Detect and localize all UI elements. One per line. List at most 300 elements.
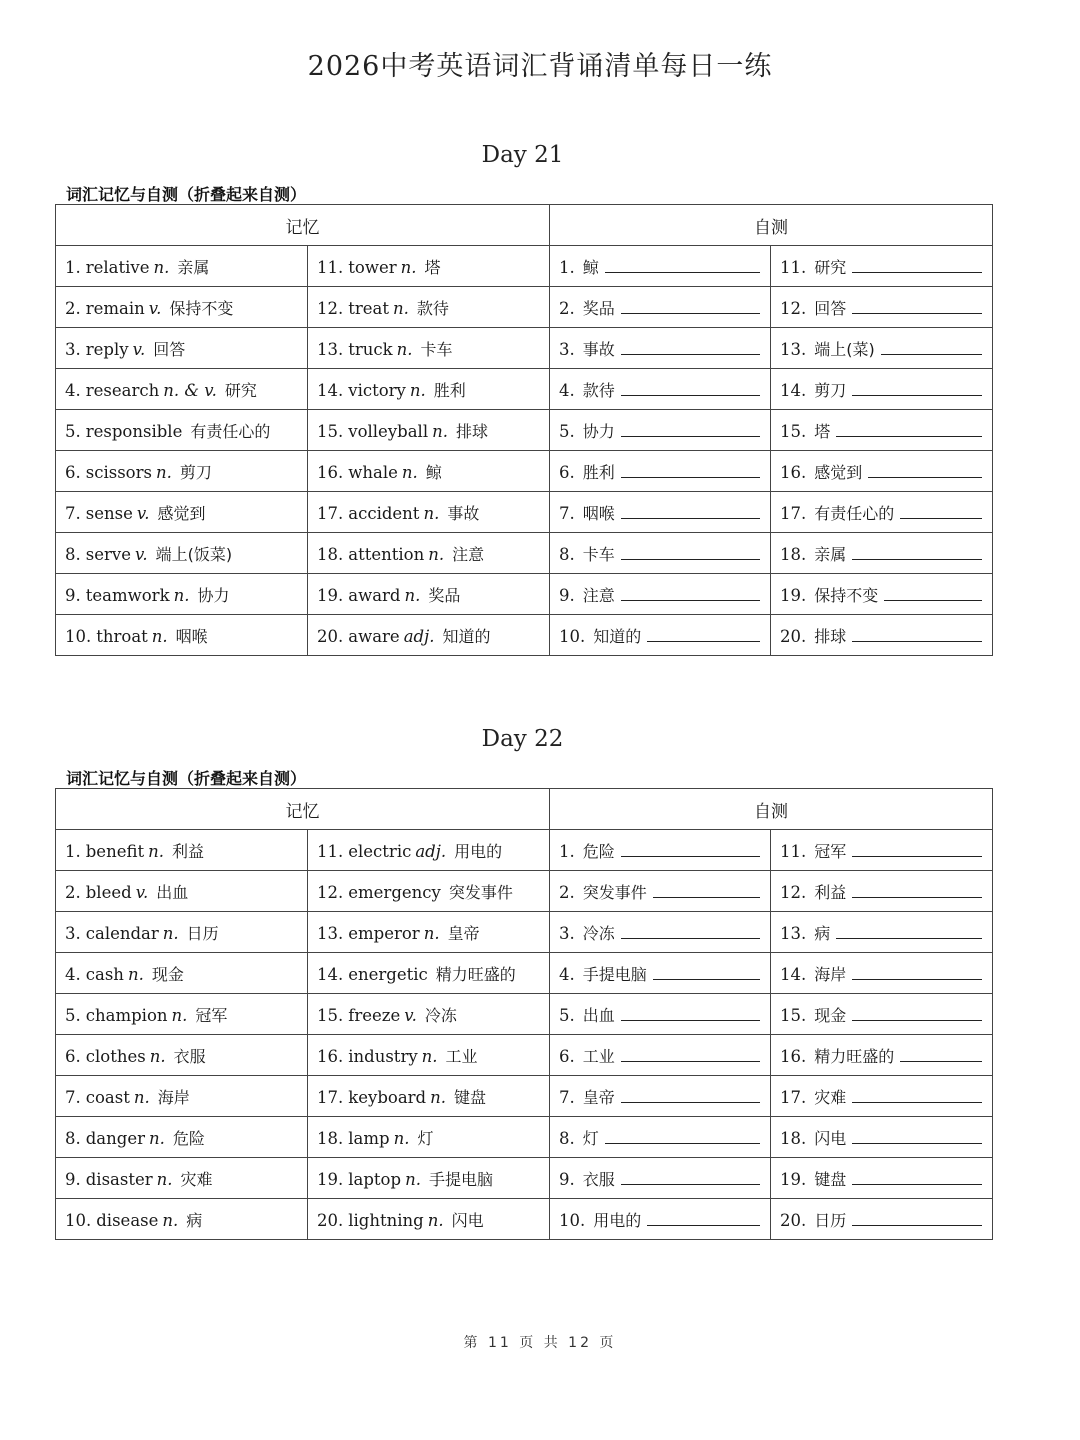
entry-number: 2. [65,298,81,318]
english-word: relative [85,257,150,277]
test-prompt: 键盘 [814,1169,847,1189]
test-cell [550,994,771,1035]
entry-number: 11. [317,841,344,861]
test-cell [550,410,771,451]
entry-number: 12. [317,298,344,318]
memory-cell [56,1158,308,1199]
test-cell [771,830,993,871]
part-of-speech: n. [400,257,417,277]
test-prompt: 利益 [814,882,847,902]
entry-number: 13. [780,339,807,359]
test-cell [771,246,993,287]
answer-blank[interactable] [621,298,760,314]
test-prompt: 海岸 [814,964,847,984]
memory-cell [308,574,550,615]
test-prompt: 危险 [582,841,615,861]
answer-blank[interactable] [852,1087,982,1103]
part-of-speech: n. [405,1169,421,1189]
entry-number: 18. [317,544,344,564]
chinese-meaning: 出血 [156,882,189,902]
memory-cell [308,369,550,410]
answer-blank[interactable] [852,1005,982,1021]
english-word: disease [96,1210,159,1230]
entry-number: 20. [317,626,344,646]
test-cell [550,246,771,287]
entry-number: 17. [780,1087,807,1107]
entry-number: 8. [65,1128,81,1148]
part-of-speech: v. [134,544,148,564]
chinese-meaning: 日历 [186,923,219,943]
english-word: coast [85,1087,130,1107]
test-prompt: 用电的 [593,1210,642,1230]
entry-number: 1. [559,257,575,277]
entry-number: 13. [317,923,344,943]
entry-number: 1. [65,257,81,277]
chinese-meaning: 回答 [153,339,186,359]
entry-number: 1. [559,841,575,861]
test-prompt: 突发事件 [582,882,647,902]
entry-number: 19. [780,585,807,605]
entry-number: 5. [559,421,575,441]
answer-blank[interactable] [852,298,982,314]
english-word: energetic [348,964,428,984]
memory-cell [56,492,308,533]
english-word: bleed [85,882,132,902]
answer-blank[interactable] [621,380,760,396]
test-cell [550,1199,771,1240]
answer-blank[interactable] [621,339,760,355]
answer-blank[interactable] [605,1128,760,1144]
test-cell [771,1158,993,1199]
test-prompt: 奖品 [582,298,615,318]
test-cell [550,287,771,328]
answer-blank[interactable] [621,1005,760,1021]
answer-blank[interactable] [647,1210,760,1226]
table-row [56,533,993,574]
memory-cell [56,615,308,656]
chinese-meaning: 灾难 [180,1169,213,1189]
part-of-speech: n. [148,841,164,861]
answer-blank[interactable] [621,421,760,437]
memory-cell [56,912,308,953]
answer-blank[interactable] [852,626,982,642]
test-prompt: 事故 [582,339,615,359]
english-word: throat [96,626,148,646]
test-prompt: 保持不变 [814,585,879,605]
entry-number: 4. [559,380,575,400]
part-of-speech: n. [149,1046,166,1066]
entry-number: 13. [780,923,807,943]
part-of-speech: n. [171,1005,188,1025]
part-of-speech: adj. [415,841,447,861]
test-prompt: 排球 [814,626,847,646]
memory-cell [308,1158,550,1199]
test-cell [771,1199,993,1240]
answer-blank[interactable] [884,585,982,601]
test-cell [771,1117,993,1158]
test-prompt: 回答 [814,298,847,318]
english-word: sense [85,503,133,523]
entry-number: 4. [559,964,575,984]
memory-cell [56,246,308,287]
entry-number: 19. [317,1169,344,1189]
table-row [56,369,993,410]
part-of-speech: v. [148,298,162,318]
memory-cell [308,1035,550,1076]
entry-number: 14. [317,964,344,984]
part-of-speech: n. [396,339,413,359]
chinese-meaning: 剪刀 [179,462,212,482]
entry-number: 20. [317,1210,344,1230]
entry-number: 16. [317,1046,344,1066]
table-row [56,830,993,871]
chinese-meaning: 手提电脑 [428,1169,493,1189]
entry-number: 12. [780,298,807,318]
answer-blank[interactable] [653,882,760,898]
answer-blank[interactable] [621,1087,760,1103]
answer-blank[interactable] [852,1128,982,1144]
table-row [56,451,993,492]
test-prompt: 研究 [814,257,847,277]
entry-number: 11. [317,257,344,277]
part-of-speech: adj. [403,626,435,646]
answer-blank[interactable] [621,1169,760,1185]
english-word: volleyball [348,421,429,441]
entry-number: 10. [559,626,586,646]
test-prompt: 鲸 [582,257,599,277]
table-row [56,1199,993,1240]
answer-blank[interactable] [900,1046,982,1062]
section-subheading: 词汇记忆与自测（折叠起来自测） [66,769,307,788]
chinese-meaning: 键盘 [454,1087,487,1107]
chinese-meaning: 端上(饭菜) [155,544,233,564]
memory-header: 记忆 [56,789,550,830]
test-prompt: 灯 [582,1128,599,1148]
chinese-meaning: 亲属 [177,257,210,277]
table-row [56,492,993,533]
page-footer: 第 11 页 共 12 页 [463,1335,617,1351]
answer-blank[interactable] [653,964,760,980]
memory-cell [308,533,550,574]
part-of-speech: v. [404,1005,417,1025]
table-row [56,994,993,1035]
chinese-meaning: 用电的 [454,841,503,861]
answer-blank[interactable] [621,841,760,857]
entry-number: 8. [65,544,81,564]
test-prompt: 工业 [582,1046,615,1066]
answer-blank[interactable] [868,462,982,478]
answer-blank[interactable] [852,841,982,857]
chinese-meaning: 排球 [455,421,488,441]
answer-blank[interactable] [621,1046,760,1062]
test-cell [771,574,993,615]
entry-number: 5. [65,421,81,441]
part-of-speech: n. [423,923,440,943]
memory-cell [56,287,308,328]
day-heading: Day 21 [481,142,564,168]
english-word: award [348,585,401,605]
part-of-speech: n. [127,964,144,984]
test-cell [771,912,993,953]
test-cell [550,492,771,533]
table-row [56,615,993,656]
entry-number: 17. [317,1087,344,1107]
answer-blank[interactable] [621,462,760,478]
entry-number: 11. [780,841,807,861]
english-word: freeze [348,1005,401,1025]
answer-blank[interactable] [621,585,760,601]
part-of-speech: n. [133,1087,150,1107]
chinese-meaning: 冠军 [195,1005,228,1025]
test-cell [550,574,771,615]
entry-number: 20. [780,626,807,646]
answer-blank[interactable] [621,544,760,560]
answer-blank[interactable] [621,923,760,939]
document-title: 2026中考英语词汇背诵清单每日一练 [307,51,773,82]
test-prompt: 感觉到 [814,462,863,482]
memory-cell [56,830,308,871]
entry-number: 15. [780,421,807,441]
day-section [55,726,992,1240]
test-cell [550,451,771,492]
test-prompt: 出血 [582,1005,615,1025]
memory-cell [56,410,308,451]
memory-cell [56,953,308,994]
answer-blank[interactable] [852,1169,982,1185]
english-word: industry [348,1046,418,1066]
entry-number: 3. [559,923,575,943]
entry-number: 15. [317,421,344,441]
memory-cell [56,871,308,912]
part-of-speech: n. [430,1087,446,1107]
entry-number: 9. [65,1169,81,1189]
memory-cell [56,1035,308,1076]
chinese-meaning: 现金 [151,964,184,984]
entry-number: 7. [559,1087,575,1107]
memory-cell [308,953,550,994]
english-word: tower [348,257,397,277]
english-word: disaster [85,1169,153,1189]
test-cell [550,1076,771,1117]
chinese-meaning: 注意 [452,544,485,564]
memory-header: 记忆 [56,205,550,246]
answer-blank[interactable] [852,544,982,560]
test-cell [550,1035,771,1076]
entry-number: 6. [559,1046,575,1066]
part-of-speech: n. & v. [163,380,217,400]
test-cell [771,492,993,533]
entry-number: 18. [780,544,807,564]
table-row [56,1117,993,1158]
test-prompt: 冷冻 [582,923,615,943]
entry-number: 3. [65,339,81,359]
memory-cell [56,1076,308,1117]
test-cell [550,830,771,871]
day-heading: Day 22 [481,726,564,752]
test-prompt: 精力旺盛的 [814,1046,895,1066]
answer-blank[interactable] [836,923,982,939]
english-word: serve [85,544,131,564]
answer-blank[interactable] [647,626,760,642]
chinese-meaning: 海岸 [157,1087,190,1107]
memory-cell [308,615,550,656]
entry-number: 7. [65,1087,81,1107]
entry-number: 8. [559,1128,575,1148]
chinese-meaning: 病 [186,1210,203,1230]
english-word: research [85,380,160,400]
answer-blank[interactable] [852,380,982,396]
memory-cell [308,830,550,871]
test-cell [550,369,771,410]
test-prompt: 亲属 [814,544,847,564]
test-prompt: 有责任心的 [814,503,895,523]
part-of-speech: v. [135,882,149,902]
entry-number: 12. [780,882,807,902]
english-word: laptop [348,1169,402,1189]
part-of-speech: v. [132,339,146,359]
english-word: attention [348,544,425,564]
english-word: emergency [348,882,441,902]
english-word: treat [348,298,390,318]
answer-blank[interactable] [852,964,982,980]
answer-blank[interactable] [881,339,982,355]
test-cell [771,1076,993,1117]
english-word: benefit [85,841,145,861]
entry-number: 19. [317,585,344,605]
test-cell [550,328,771,369]
entry-number: 20. [780,1210,807,1230]
test-prompt: 协力 [582,421,615,441]
test-prompt: 皇帝 [582,1087,615,1107]
english-word: keyboard [348,1087,427,1107]
chinese-meaning: 利益 [171,841,204,861]
entry-number: 3. [559,339,575,359]
chinese-meaning: 研究 [224,380,257,400]
entry-number: 1. [65,841,81,861]
chinese-meaning: 感觉到 [157,503,206,523]
part-of-speech: n. [155,462,172,482]
entry-number: 17. [780,503,807,523]
memory-cell [308,1076,550,1117]
part-of-speech: n. [432,421,448,441]
entry-number: 12. [317,882,344,902]
part-of-speech: n. [162,923,179,943]
test-prompt: 日历 [814,1210,847,1230]
vocab-table [55,788,993,1240]
test-header: 自测 [550,789,993,830]
part-of-speech: n. [162,1210,179,1230]
entry-number: 7. [65,503,81,523]
english-word: cash [85,964,124,984]
chinese-meaning: 灯 [417,1128,434,1148]
memory-cell [308,1199,550,1240]
test-prompt: 冠军 [814,841,847,861]
memory-cell [308,912,550,953]
test-cell [550,871,771,912]
entry-number: 7. [559,503,575,523]
test-prompt: 病 [814,923,831,943]
chinese-meaning: 塔 [424,257,441,277]
test-cell [550,615,771,656]
part-of-speech: n. [427,1210,444,1230]
memory-cell [308,287,550,328]
entry-number: 5. [65,1005,81,1025]
entry-number: 4. [65,380,81,400]
memory-cell [56,533,308,574]
memory-cell [308,1117,550,1158]
english-word: champion [85,1005,168,1025]
english-word: teamwork [85,585,170,605]
test-cell [771,287,993,328]
chinese-meaning: 保持不变 [169,298,234,318]
test-cell [771,994,993,1035]
chinese-meaning: 精力旺盛的 [435,964,516,984]
part-of-speech: n. [393,1128,410,1148]
answer-blank[interactable] [621,503,760,519]
test-prompt: 卡车 [582,544,615,564]
test-prompt: 胜利 [582,462,615,482]
memory-cell [56,1117,308,1158]
english-word: clothes [85,1046,146,1066]
answer-blank[interactable] [900,503,982,519]
test-cell [771,871,993,912]
part-of-speech: n. [409,380,426,400]
answer-blank[interactable] [852,1210,982,1226]
test-prompt: 知道的 [593,626,642,646]
test-prompt: 闪电 [814,1128,847,1148]
answer-blank[interactable] [852,257,982,273]
part-of-speech: n. [156,1169,173,1189]
part-of-speech: n. [153,257,170,277]
test-prompt: 衣服 [582,1169,615,1189]
english-word: scissors [85,462,152,482]
entry-number: 4. [65,964,81,984]
chinese-meaning: 胜利 [433,380,466,400]
english-word: lightning [348,1210,424,1230]
test-cell [771,1035,993,1076]
answer-blank[interactable] [605,257,760,273]
test-prompt: 手提电脑 [582,964,647,984]
memory-cell [308,451,550,492]
vocab-table [55,204,993,656]
entry-number: 6. [65,1046,81,1066]
part-of-speech: n. [151,626,168,646]
memory-cell [308,246,550,287]
english-word: remain [85,298,145,318]
answer-blank[interactable] [836,421,982,437]
answer-blank[interactable] [852,882,982,898]
entry-number: 16. [780,1046,807,1066]
test-prompt: 灾难 [814,1087,847,1107]
entry-number: 19. [780,1169,807,1189]
day-section [55,142,992,656]
english-word: emperor [348,923,420,943]
entry-number: 3. [65,923,81,943]
test-cell [550,1158,771,1199]
english-word: calendar [85,923,159,943]
entry-number: 14. [780,380,807,400]
entry-number: 5. [559,1005,575,1025]
entry-number: 9. [559,1169,575,1189]
table-row [56,1035,993,1076]
table-row [56,871,993,912]
entry-number: 2. [559,882,575,902]
memory-cell [56,451,308,492]
test-prompt: 咽喉 [582,503,615,523]
part-of-speech: n. [423,503,440,523]
english-word: whale [348,462,398,482]
memory-cell [56,994,308,1035]
